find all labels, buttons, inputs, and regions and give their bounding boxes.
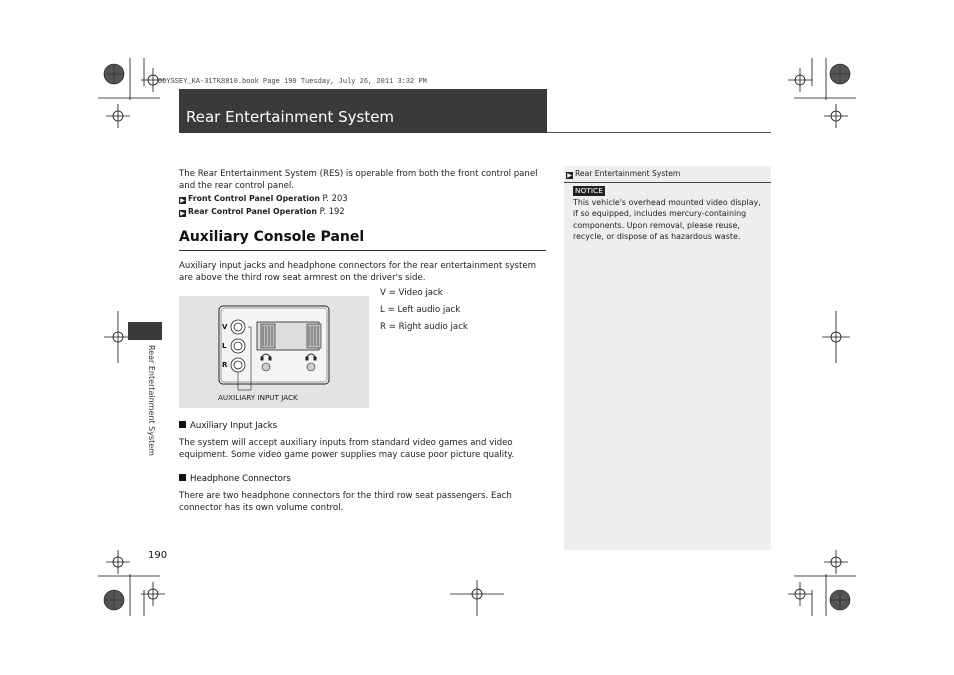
legend-left-audio-jack: L = Left audio jack xyxy=(380,305,461,315)
subheading-aux-input xyxy=(179,421,277,431)
xref-rear-control-panel[interactable] xyxy=(179,206,345,217)
notice-badge: NOTICE xyxy=(575,186,603,195)
xref-page: P. 203 xyxy=(322,193,348,203)
section-rule xyxy=(179,250,546,251)
file-info-line: ODYSSEY_KA-31TK8810.book Page 190 Tuesday, July 26, 2011 3:32 PM xyxy=(158,78,427,86)
aux-input-paragraph: The system will accept auxiliary inputs from standard video games and video equipment. Some video game power supplies may cause poor picture quality. xyxy=(179,438,515,460)
headphone-paragraph: There are two headphone connectors for the third row seat passengers. Each connector has its own volume control. xyxy=(179,491,512,513)
subheading-text: Headphone Connectors xyxy=(190,474,291,484)
legend-right-audio-jack: R = Right audio jack xyxy=(380,322,468,332)
xref-arrow-icon: ▶ xyxy=(567,172,572,179)
diagram-caption: AUXILIARY INPUT JACK xyxy=(218,393,298,402)
square-bullet-icon xyxy=(179,421,186,428)
section-tab xyxy=(128,322,162,340)
xref-front-control-panel[interactable] xyxy=(179,193,348,204)
page-number: 190 xyxy=(148,550,168,561)
section-paragraph: Auxiliary input jacks and headphone connectors for the rear entertainment system are above the third row seat armrest on the driver's side. xyxy=(179,261,537,283)
jack-letter-l: L xyxy=(222,342,227,350)
sidebar-title xyxy=(566,169,680,179)
console-panel-diagram xyxy=(179,296,369,408)
intro-paragraph: The Rear Entertainment System (RES) is operable from both the front control panel and the rear control panel. xyxy=(179,169,538,191)
jack-letter-v: V xyxy=(222,323,228,331)
xref-arrow-icon: ▶ xyxy=(180,210,185,217)
section-heading: Auxiliary Console Panel xyxy=(179,229,365,245)
subheading-headphone xyxy=(179,474,291,484)
sidebar-title-text: Rear Entertainment System xyxy=(575,169,681,178)
side-section-label: Rear Entertainment System xyxy=(147,345,156,456)
page-title: Rear Entertainment System xyxy=(186,108,395,126)
header-rule xyxy=(547,132,771,133)
xref-label: Rear Control Panel Operation xyxy=(188,207,317,216)
square-bullet-icon xyxy=(179,474,186,481)
legend-video-jack: V = Video jack xyxy=(380,288,443,298)
sidebar-rule xyxy=(564,182,771,183)
jack-letter-r: R xyxy=(222,361,228,369)
subheading-text: Auxiliary Input Jacks xyxy=(190,421,278,431)
xref-arrow-icon: ▶ xyxy=(180,197,185,204)
xref-page: P. 192 xyxy=(319,206,345,216)
xref-label: Front Control Panel Operation xyxy=(188,194,320,203)
console-panel-illustration xyxy=(179,296,369,408)
notice-text: This vehicle's overhead mounted video display, if so equipped, includes mercury-containing components. Upon removal, please reuse, recycle, or dispose of as hazardous waste. xyxy=(573,198,761,242)
